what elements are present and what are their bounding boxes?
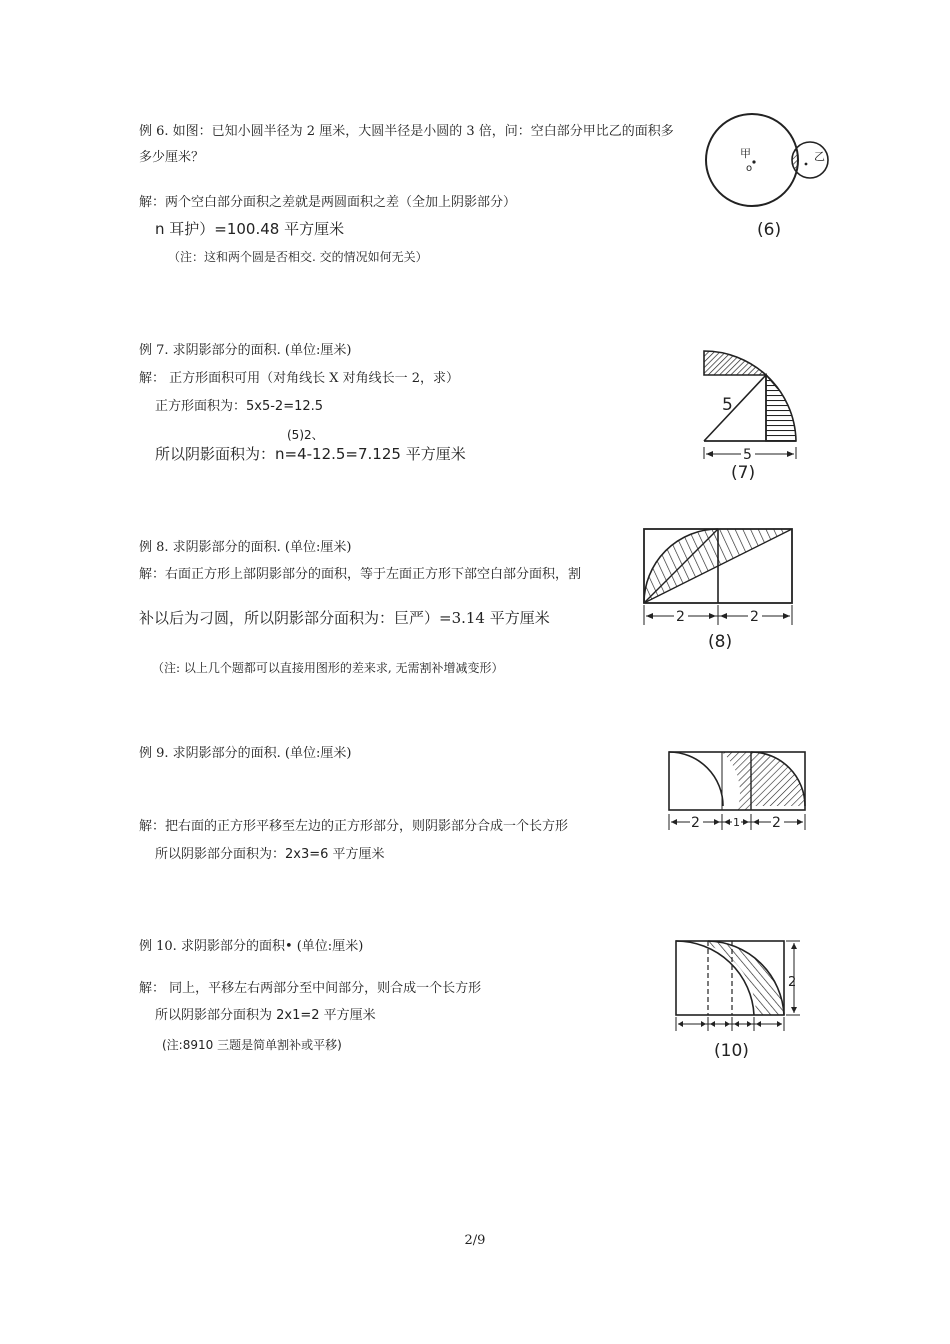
ex6-note: （注：这和两个圆是否相交. 交的情况如何无关） — [168, 250, 428, 264]
dim-left: 2 — [691, 815, 700, 831]
dim-mid: 1 — [733, 816, 740, 829]
center-o: o — [746, 163, 753, 174]
ex9-solution: 解：把右面的正方形平移至左边的正方形部分，则阴影部分合成一个长方形 — [139, 819, 569, 834]
ex7-superscript: (5)2、 — [287, 428, 324, 442]
ex10-title: 例 10. 求阴影部分的面积• (单位:厘米) — [139, 939, 364, 954]
ex6-formula: n 耳护）=100.48 平方厘米 — [155, 220, 345, 238]
ex9-line2: 所以阴影部分面积为：2x3=6 平方厘米 — [155, 847, 385, 862]
caption-7: (7) — [731, 463, 756, 483]
ex9-title: 例 9. 求阴影部分的面积. (单位:厘米) — [139, 746, 352, 761]
ex8-solution: 解：右面正方形上部阴影部分的面积，等于左面正方形下部空白部分面积，割 — [139, 567, 582, 582]
ex7-solution: 解： 正方形面积可用（对角线长 X 对角线长一 2，求） — [139, 371, 460, 386]
base-label: 5 — [743, 447, 752, 463]
label-jia: 甲 — [740, 147, 751, 160]
diag-label: 5 — [722, 395, 733, 415]
figure-8 — [640, 525, 800, 655]
ex6-solution: 解：两个空白部分面积之差就是两圆面积之差（全加上阴影部分） — [139, 195, 517, 210]
ex10-solution: 解： 同上，平移左右两部分至中间部分，则合成一个长方形 — [139, 981, 482, 996]
figure-10 — [672, 935, 807, 1065]
ex8-note: （注: 以上几个题都可以直接用图形的差来求, 无需割补增减变形） — [152, 661, 504, 675]
dim-right: 2 — [772, 815, 781, 831]
caption-10: (10) — [714, 1041, 749, 1061]
label-yi: 乙 — [814, 150, 825, 163]
ex6-title: 例 6. 如图：已知小圆半径为 2 厘米，大圆半径是小圆的 3 倍，问：空白部分甲比乙的面积多 — [139, 124, 674, 139]
caption-6: (6) — [757, 220, 782, 240]
page-number: 2/9 — [464, 1233, 486, 1248]
left-dim: 2 — [676, 609, 685, 625]
ex7-title: 例 7. 求阴影部分的面积. (单位:厘米) — [139, 343, 352, 358]
right-dim: 2 — [750, 609, 759, 625]
figure-7 — [698, 345, 808, 485]
ex7-line3: 所以阴影面积为：n=4-12.5=7.125 平方厘米 — [155, 445, 466, 463]
large-circle — [706, 114, 798, 206]
ex10-note: (注:8910 三题是简单割补或平移) — [162, 1038, 342, 1052]
caption-8: (8) — [708, 632, 733, 652]
figure-9 — [665, 748, 810, 838]
figure-6 — [700, 110, 840, 245]
ex7-line2: 正方形面积为：5x5-2=12.5 — [155, 399, 324, 414]
ex10-line2: 所以阴影部分面积为 2x1=2 平方厘米 — [155, 1008, 376, 1023]
ex8-title: 例 8. 求阴影部分的面积. (单位:厘米) — [139, 540, 352, 555]
ex8-line2: 补以后为刁圆，所以阴影部分面积为：巨严）=3.14 平方厘米 — [139, 609, 550, 627]
ex6-title-cont: 多少厘米？ — [139, 150, 205, 165]
height-label: 2 — [788, 975, 797, 990]
